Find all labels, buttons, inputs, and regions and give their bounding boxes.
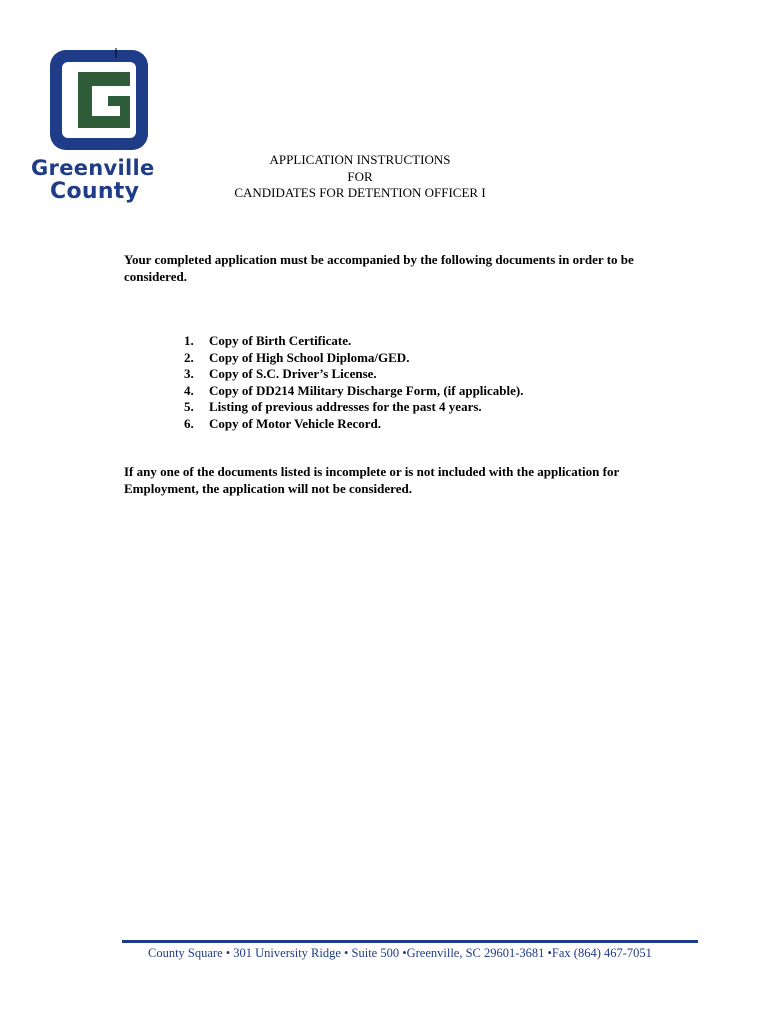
list-item bbox=[184, 416, 523, 433]
list-item bbox=[184, 399, 523, 416]
logo-g-mark-icon bbox=[48, 48, 150, 152]
list-item bbox=[184, 366, 523, 383]
list-item bbox=[184, 350, 523, 367]
list-item bbox=[184, 383, 523, 400]
list-item bbox=[184, 333, 523, 350]
list-number: 1. bbox=[184, 333, 194, 348]
list-text: Copy of Motor Vehicle Record. bbox=[209, 415, 381, 431]
list-number: 4. bbox=[184, 382, 194, 398]
list-number: 3. bbox=[184, 366, 194, 381]
logo-text-line2: County bbox=[50, 179, 140, 204]
footer-address: County Square • 301 University Ridge • Suite 500 •Greenville, SC 29601-3681 •Fax (864) 467-7051 bbox=[148, 946, 652, 960]
list-text: Copy of Birth Certificate. bbox=[209, 333, 352, 348]
list-text: Listing of previous addresses for the past 4 years. bbox=[209, 399, 482, 414]
required-documents-list bbox=[184, 333, 523, 432]
warning-paragraph: If any one of the documents listed is incomplete or is not included with the application for Employment, the application will not be considered. bbox=[124, 464, 619, 496]
list-number: 5. bbox=[184, 399, 194, 414]
list-text: Copy of DD214 Military Discharge Form, (if applicable). bbox=[209, 382, 524, 398]
heading-line-2: FOR bbox=[347, 168, 373, 184]
list-number: 2. bbox=[184, 349, 194, 365]
list-text: Copy of S.C. Driver’s License. bbox=[209, 366, 377, 381]
intro-paragraph: Your completed application must be accompanied by the following documents in order to be considered. bbox=[124, 252, 634, 284]
heading-line-1: APPLICATION INSTRUCTIONS bbox=[269, 152, 451, 167]
list-number: 6. bbox=[184, 415, 194, 431]
footer-divider bbox=[122, 940, 698, 943]
heading-line-3: CANDIDATES FOR DETENTION OFFICER I bbox=[234, 185, 486, 200]
greenville-county-logo bbox=[28, 44, 178, 209]
document-heading bbox=[200, 152, 520, 202]
list-text: Copy of High School Diploma/GED. bbox=[209, 349, 410, 365]
logo-text-line1: Greenville bbox=[31, 156, 155, 180]
